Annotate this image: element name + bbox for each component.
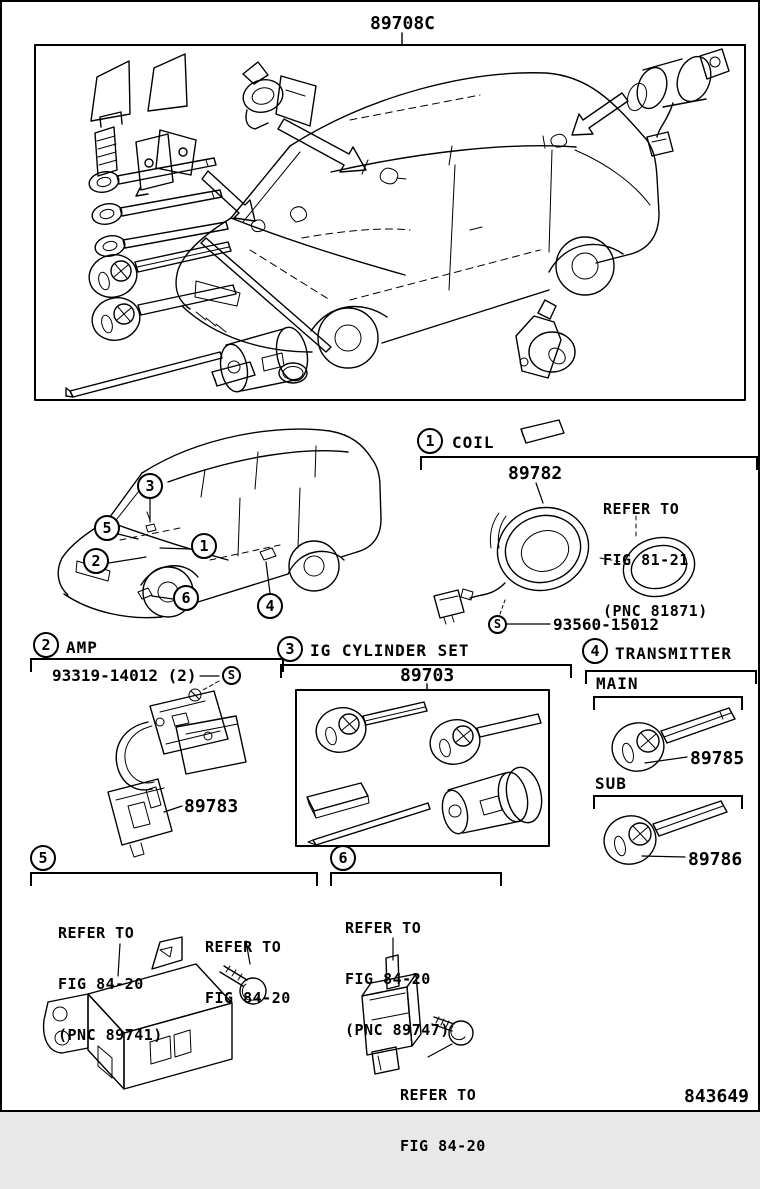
section-amp-title: AMP: [66, 638, 98, 657]
section-6-bracket: [330, 872, 502, 886]
coil-refer-note: REFER TO FIG 81-21 (PNC 81871): [603, 500, 708, 620]
section-transmitter-title: TRANSMITTER: [615, 644, 732, 663]
top-assembly-drawing: [35, 33, 745, 443]
callout-4: 4: [257, 593, 283, 619]
coil-part-number: 89782: [508, 463, 563, 484]
transmitter-main-part-number: 89785: [690, 748, 745, 769]
section-ig-title: IG CYLINDER SET: [310, 641, 470, 660]
transmitter-main-label: MAIN: [596, 674, 639, 693]
section-ig-number: 3: [277, 636, 303, 662]
amp-screw-part-number: 93319-14012 (2): [52, 666, 197, 685]
amp-screw-symbol: S: [222, 666, 241, 685]
section-amp-number: 2: [33, 632, 59, 658]
section-transmitter-number: 4: [582, 638, 608, 664]
transmitter-sub-label: SUB: [595, 774, 627, 793]
section-6-refer-note-b: REFER TO FIG 84-20: [400, 1086, 486, 1155]
transmitter-sub-part-number: 89786: [688, 849, 743, 870]
callout-5: 5: [94, 515, 120, 541]
section-5-bracket: [30, 872, 318, 886]
coil-screw-part-number: 93560-15012: [553, 615, 659, 634]
section-5-refer-note-b: REFER TO FIG 84-20: [205, 938, 291, 1007]
callout-3: 3: [137, 473, 163, 499]
ig-part-number: 89703: [400, 665, 455, 686]
ig-cylinder-set-drawing: [296, 684, 549, 846]
callout-6: 6: [173, 585, 199, 611]
coil-screw-symbol: S: [488, 615, 507, 634]
section-5-number: 5: [30, 845, 56, 871]
doc-number: 843649: [684, 1086, 750, 1107]
amp-drawing: [108, 676, 246, 857]
transmitter-main-bracket: [593, 696, 743, 710]
section-coil-title: COIL: [452, 433, 495, 452]
figure-code: 89708C: [370, 13, 436, 34]
section-5-refer-note-a: REFER TO FIG 84-20 (PNC 89741): [58, 924, 163, 1044]
amp-part-number: 89783: [184, 796, 239, 817]
section-coil-number: 1: [417, 428, 443, 454]
section-6-number: 6: [330, 845, 356, 871]
callout-1: 1: [191, 533, 217, 559]
section-6-refer-note-a: REFER TO FIG 84-20 (PNC 89747): [345, 919, 450, 1039]
transmitter-sub-bracket: [593, 795, 743, 809]
callout-2: 2: [83, 548, 109, 574]
